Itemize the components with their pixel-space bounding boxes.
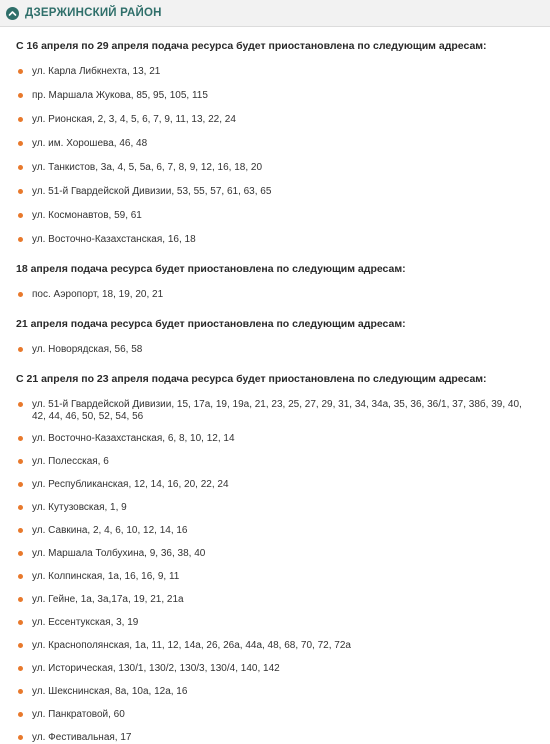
bullet-icon — [18, 69, 23, 74]
list-item: ул. Фестивальная, 17 — [16, 732, 534, 744]
section-title: 18 апреля подача ресурса будет приостановлена по следующим адресам: — [16, 263, 406, 275]
bullet-icon — [18, 712, 23, 717]
section-title: 21 апреля подача ресурса будет приостановлена по следующим адресам: — [16, 318, 406, 330]
list-item: ул. Полесская, 6 — [16, 456, 534, 468]
bullet-icon — [18, 666, 23, 671]
bullet-icon — [18, 213, 23, 218]
list-item: ул. Карла Либкнехта, 13, 21 — [16, 66, 534, 78]
bullet-icon — [18, 505, 23, 510]
list-item: ул. Маршала Толбухина, 9, 36, 38, 40 — [16, 548, 534, 560]
bullet-icon — [18, 141, 23, 146]
schedule-section-1 — [16, 39, 534, 246]
address-list — [16, 399, 534, 744]
address-list — [16, 66, 534, 246]
list-item: ул. Шекснинская, 8а, 10а, 12а, 16 — [16, 686, 534, 698]
bullet-icon — [18, 402, 23, 407]
list-item: ул. Колпинская, 1а, 16, 16, 9, 11 — [16, 571, 534, 583]
list-item: ул. Новорядская, 56, 58 — [16, 344, 534, 356]
list-item: ул. Гейне, 1а, 3а,17а, 19, 21, 21а — [16, 594, 534, 606]
bullet-icon — [18, 436, 23, 441]
bullet-icon — [18, 347, 23, 352]
bullet-icon — [18, 574, 23, 579]
list-item: ул. им. Хорошева, 46, 48 — [16, 138, 534, 150]
bullet-icon — [18, 597, 23, 602]
list-item: ул. Восточно-Казахстанская, 6, 8, 10, 12, 14 — [16, 433, 534, 445]
schedule-content — [0, 27, 550, 744]
list-item: пос. Аэропорт, 18, 19, 20, 21 — [16, 289, 534, 301]
schedule-section-2 — [16, 262, 534, 301]
list-item: пр. Маршала Жукова, 85, 95, 105, 115 — [16, 90, 534, 102]
bullet-icon — [18, 189, 23, 194]
bullet-icon — [18, 237, 23, 242]
list-item: ул. Краснополянская, 1а, 11, 12, 14а, 26, 26а, 44а, 48, 68, 70, 72, 72а — [16, 640, 534, 652]
district-title: ДЗЕРЖИНСКИЙ РАЙОН — [25, 7, 162, 19]
bullet-icon — [18, 93, 23, 98]
list-item: ул. 51-й Гвардейской Дивизии, 15, 17а, 19, 19а, 21, 23, 25, 27, 29, 31, 34, 34а, 35, 36, 36/1, 37, 38б, 39, 40, 42, 44, 46, 50, 52, 54, 56 — [16, 399, 534, 423]
bullet-icon — [18, 292, 23, 297]
bullet-icon — [18, 735, 23, 740]
schedule-section-4 — [16, 372, 534, 744]
list-item: ул. Республиканская, 12, 14, 16, 20, 22, 24 — [16, 479, 534, 491]
bullet-icon — [18, 689, 23, 694]
schedule-section-3 — [16, 317, 534, 356]
bullet-icon — [18, 482, 23, 487]
district-header[interactable] — [0, 0, 550, 27]
bullet-icon — [18, 643, 23, 648]
section-title: С 16 апреля по 29 апреля подача ресурса будет приостановлена по следующим адресам: — [16, 40, 487, 52]
bullet-icon — [18, 551, 23, 556]
list-item: ул. Ессентукская, 3, 19 — [16, 617, 534, 629]
list-item: ул. Панкратовой, 60 — [16, 709, 534, 721]
address-list — [16, 344, 534, 356]
list-item: ул. Кутузовская, 1, 9 — [16, 502, 534, 514]
bullet-icon — [18, 620, 23, 625]
list-item: ул. Историческая, 130/1, 130/2, 130/3, 130/4, 140, 142 — [16, 663, 534, 675]
bullet-icon — [18, 165, 23, 170]
list-item: ул. Савкина, 2, 4, 6, 10, 12, 14, 16 — [16, 525, 534, 537]
bullet-icon — [18, 459, 23, 464]
list-item: ул. 51-й Гвардейской Дивизии, 53, 55, 57, 61, 63, 65 — [16, 186, 534, 198]
section-title: С 21 апреля по 23 апреля подача ресурса будет приостановлена по следующим адресам: — [16, 373, 487, 385]
list-item: ул. Танкистов, 3а, 4, 5, 5а, 6, 7, 8, 9, 12, 16, 18, 20 — [16, 162, 534, 174]
address-list — [16, 289, 534, 301]
bullet-icon — [18, 528, 23, 533]
list-item: ул. Рионская, 2, 3, 4, 5, 6, 7, 9, 11, 13, 22, 24 — [16, 114, 534, 126]
bullet-icon — [18, 117, 23, 122]
list-item: ул. Восточно-Казахстанская, 16, 18 — [16, 234, 534, 246]
chevron-up-icon[interactable] — [6, 7, 19, 20]
list-item: ул. Космонавтов, 59, 61 — [16, 210, 534, 222]
